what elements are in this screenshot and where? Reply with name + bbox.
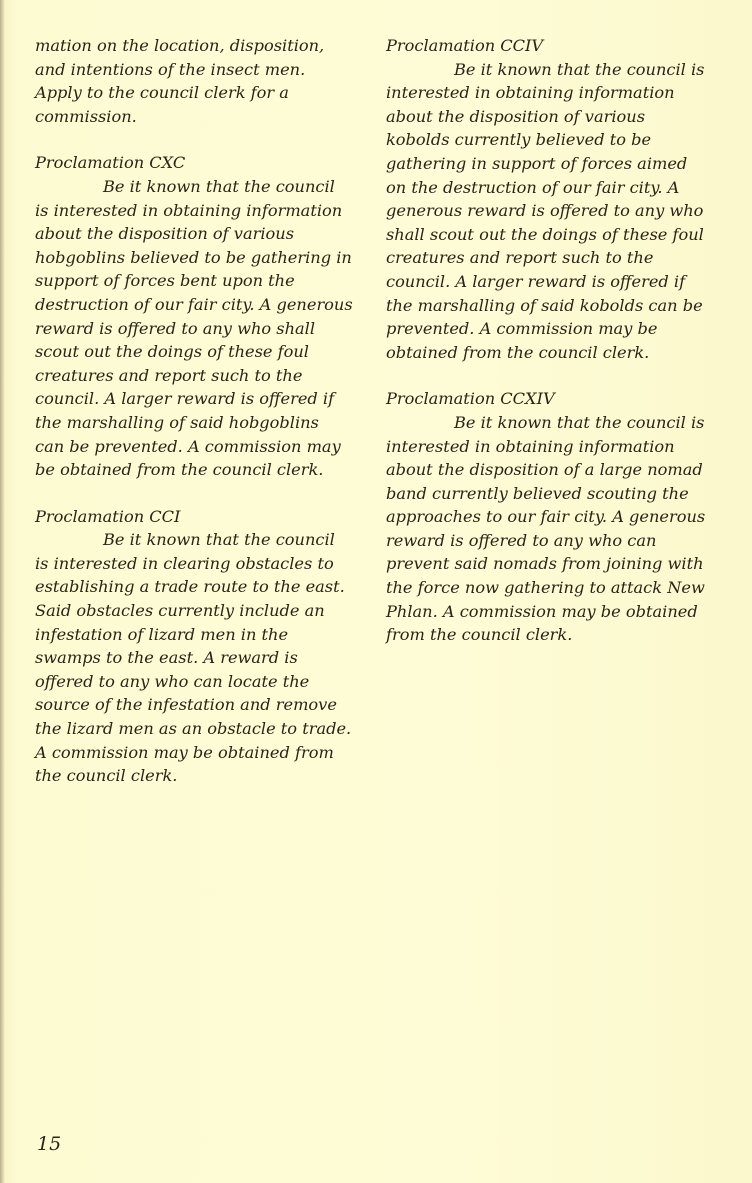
proclamation-body: Be it known that the council is interested in obtaining information about the disposition of a large nomad band currently believed scouting the approaches to our fair city. A generous reward is offered to any who can prevent said nomads from joining with the force now gathering to attack New Phlan. A commission may be obtained from the council clerk. [386,412,706,645]
proclamation-heading: Proclamation CXC [35,153,186,173]
proclamation-cci [35,505,353,788]
proclamation-cxc [35,151,353,481]
proclamation-body: Be it known that the council is interested in obtaining information about the disposition of various hobgoblins believed to be gathering in support of forces bent upon the destruction of our fair city. A generous reward is offered to any who shall scout out the doings of these foul creatures and report such to the council. A larger reward is offered if the marshalling of said hobgoblins can be prevented. A commission may be obtained from the council clerk. [35,176,353,480]
proclamation-body: Be it known that the council is interested in clearing obstacles to establishing a trade route to the east. Said obstacles currently include an infestation of lizard men in the swamps to the east. A reward is offered to any who can locate the source of the infestation and remove the lizard men as an obstacle to trade. A commission may be obtained from the council clerk. [35,530,352,786]
continued-proclamation [35,34,353,128]
proclamation-heading: Proclamation CCIV [386,36,544,55]
left-column [35,34,353,811]
proclamation-heading: Proclamation CCI [35,506,181,526]
continued-text: mation on the location, disposition, and intentions of the insect men. Apply to the council clerk for a commission. [35,36,325,126]
page-binding-edge [0,0,5,1183]
proclamation-cciv [386,34,712,364]
proclamation-ccxiv [386,387,712,647]
proclamation-heading: Proclamation CCXIV [386,389,555,409]
right-column [386,34,712,670]
page-number: 15 [37,1133,62,1155]
proclamation-body: Be it known that the council is interested in obtaining information about the disposition of various kobolds currently believed to be gathering in support of forces aimed on the destruction of our fair city. A generous reward is offered to any who shall scout out the doings of these foul creatures and report such to the council. A larger reward is offered if the marshalling of said kobolds can be prevented. A commission may be obtained from the council clerk. [386,59,705,362]
